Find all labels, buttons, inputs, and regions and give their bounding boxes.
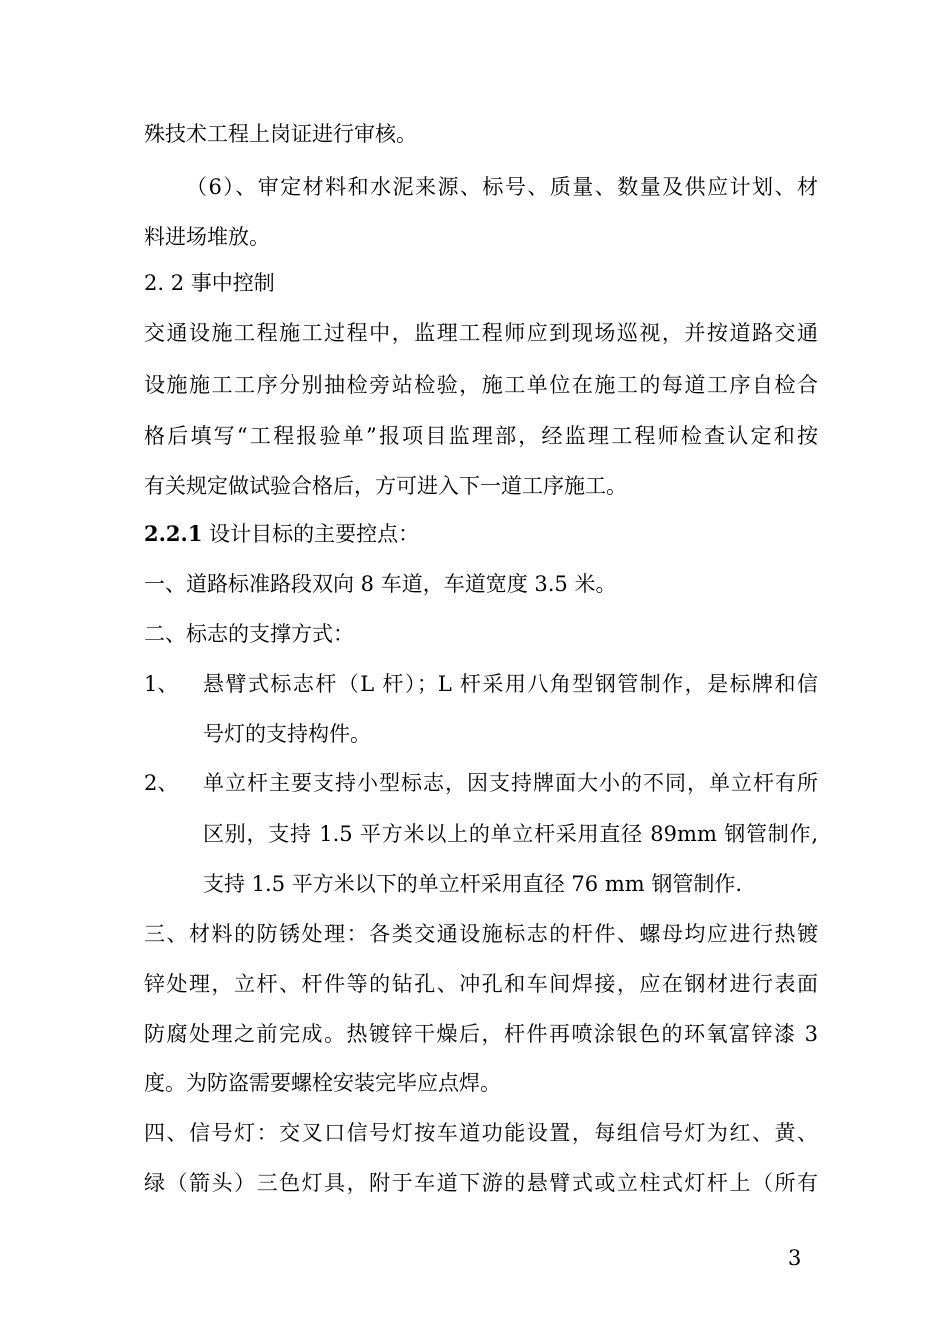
list-item-number: 1、 (144, 672, 179, 696)
page-number: 3 (788, 1246, 802, 1270)
list-item-line: 悬臂式标志杆（L 杆）；L 杆采用八角型钢管制作，是标牌和信 (203, 672, 818, 696)
subsection-title: 设计目标的主要控点： (202, 522, 420, 546)
subsection-heading (144, 519, 818, 549)
paragraph-line: 防腐处理之前完成。热镀锌干燥后，杆件再喷涂银色的环氧富锌漆 3 (144, 1022, 818, 1046)
paragraph-line: 三、材料的防锈处理：各类交通设施标志的杆件、螺母均应进行热镀 (144, 922, 818, 946)
section-heading: 2. 2 事中控制 (144, 271, 275, 295)
paragraph-line: 设施施工工序分别抽检旁站检验，施工单位在施工的每道工序自检合 (144, 373, 818, 397)
list-item-line: 区别，支持 1.5 平方米以上的单立杆采用直径 89mm 钢管制作, (203, 822, 818, 846)
paragraph-line: 有关规定做试验合格后，方可进入下一道工序施工。 (144, 474, 627, 498)
paragraph-line: 锌处理，立杆、杆件等的钻孔、冲孔和车间焊接，应在钢材进行表面 (144, 972, 818, 996)
subsection-number: 2.2.1 (144, 521, 203, 546)
paragraph-line: （6）、审定材料和水泥来源、标号、质量、数量及供应计划、材 (186, 175, 818, 199)
list-item-number: 2、 (144, 771, 179, 795)
list-item-line: 单立杆主要支持小型标志，因支持牌面大小的不同，单立杆有所 (203, 771, 818, 795)
paragraph-line: 料进场堆放。 (144, 225, 270, 249)
list-item-line: 号灯的支持构件。 (203, 722, 371, 746)
paragraph-line: 度。为防盗需要螺栓安装完毕应点焊。 (144, 1071, 501, 1095)
paragraph-line: 交通设施工程施工过程中，监理工程师应到现场巡视，并按道路交通 (144, 321, 818, 345)
paragraph-line: 格后填写“工程报验单”报项目监理部，经监理工程师检查认定和按 (144, 424, 818, 448)
list-item-line: 支持 1.5 平方米以下的单立杆采用直径 76 mm 钢管制作. (203, 872, 742, 896)
paragraph-line: 二、标志的支撑方式： (144, 622, 354, 646)
paragraph-line: 绿（箭头）三色灯具，附于车道下游的悬臂式或立柱式灯杆上（所有 (144, 1171, 818, 1195)
paragraph-line: 殊技术工程上岗证进行审核。 (144, 122, 417, 146)
paragraph-line: 一、道路标准路段双向 8 车道，车道宽度 3.5 米。 (144, 572, 617, 596)
paragraph-line: 四、信号灯：交叉口信号灯按车道功能设置，每组信号灯为红、黄、 (144, 1121, 818, 1145)
